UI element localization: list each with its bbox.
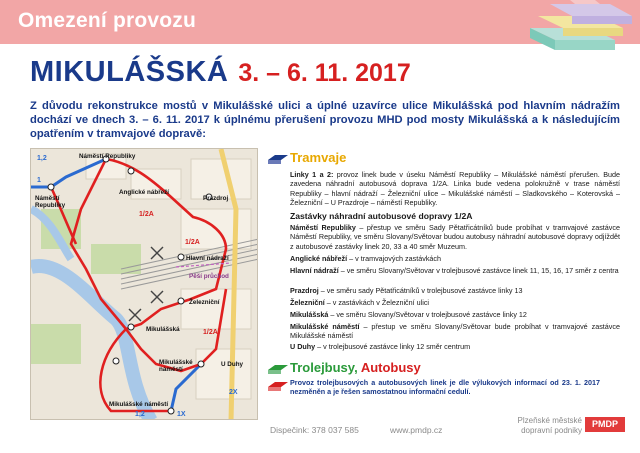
map-line-label-1x: 1X	[177, 411, 186, 418]
map-label-mikulasske-namesti-2: Mikulášské náměstí	[109, 401, 169, 408]
map-line-label-1-2a-a: 1/2A	[139, 211, 154, 218]
map-label-namesti-republiky: Náměstí Republiky	[79, 153, 136, 160]
trolejbusy-heading	[268, 360, 618, 380]
map-line-label-1-2: 1,2	[37, 155, 47, 162]
lines-1-2-label: Linky 1 a 2:	[290, 170, 334, 179]
stop-item: Mikulášská – ve směru Slovany/Světovar v trolejbusové zastávce linky 12	[290, 310, 527, 319]
map-label-mikulasske-namesti: Mikulášské náměstí	[159, 359, 193, 373]
route-map	[30, 148, 258, 420]
stop-item: U Duhy – v trolejbusové zastávce linky 12 směr centrum	[290, 342, 471, 351]
map-line-label-1: 1	[37, 177, 41, 184]
stop-item: Anglické nábřeží – v tramvajových zastávkách	[290, 254, 441, 263]
stop-item: Mikulášské náměstí – přestup ve směru Slovany/Světovar bude probíhat v tramvajové zastávce Mikulášské náměstí	[290, 322, 620, 341]
map-label-pesi-pruchod: Pěší průchod	[189, 273, 229, 280]
dispatch-phone: Dispečink: 378 037 585	[270, 425, 359, 435]
lines-1-2-text	[290, 170, 620, 207]
map-label-zeleznicni: Železniční	[189, 299, 220, 306]
banner-title: Omezení provozu	[18, 9, 197, 32]
map-line-label-1-2-bottom: 1,2	[135, 411, 145, 418]
intro-paragraph: Z důvodu rekonstrukce mostů v Mikulášské ulici a úplné uzavírce ulice Mikulášská pod hlavním nádražím dochází ve dnech 3. – 6. 11. 2017 k úplnému přerušení provozu MHD pod mosty Mikulášská a k následujícím opatřením v tramvajové dopravě:	[30, 100, 620, 140]
map-label-mikulasska: Mikulášská	[146, 326, 180, 333]
tramvaje-heading	[268, 150, 618, 170]
stacked-blocks-logo-icon	[520, 0, 635, 54]
replacement-stops-heading: Zastávky náhradní autobusové dopravy 1/2A	[290, 211, 473, 221]
trolley-stripe-icon	[268, 365, 288, 374]
map-label-hlavni-nadrazi: Hlavní nádraží	[186, 255, 229, 262]
trolejbusy-title: Trolejbusy, Autobusy	[290, 360, 421, 375]
info-column	[268, 150, 620, 397]
pmdp-logo: PMDP	[585, 417, 625, 432]
website-link[interactable]: www.pmdp.cz	[390, 425, 443, 435]
stop-item: Hlavní nádraží – ve směru Slovany/Světovar v trolejbusové zastávce linek 11, 15, 16, 17 směr z centra	[290, 266, 619, 275]
headline	[30, 56, 411, 89]
stop-item: Náměstí Republiky – přestup ve směru Sady Pětatřicátníků bude probíhat v tramvajové zastávce Náměstí Republiky, ve směru Slovany/Světovar budou autobusy náhradní autobusové dopravy odjíždět z autobusové zastávky linek 20, 33 a 40 směr Muzeum.	[290, 223, 620, 251]
tram-stripe-icon	[268, 155, 288, 164]
map-line-label-2x: 2X	[229, 389, 238, 396]
stop-item: Prazdroj – ve směru sady Pětatřicátníků v trolejbusové zastávce linky 13	[290, 286, 523, 295]
lines-1-2-body: provoz linek bude v úseku Náměstí Republiky – Mikulášské náměstí přerušen. Bude zavedena náhradní autobusová doprava 1/2A. Linka bude vedena polokružně v trase náměstí Republiky – hlavní nádraží – Železniční ulice – Mikulášské náměstí – Sladkovského – Koterovská – Železniční – U Prazdroje – náměstí Republiky.	[290, 170, 620, 207]
trolejbusy-text: Provoz trolejbusových a autobusových linek je dle výlukových informací od 23. 1. 2017 nezměněn a je řešen samostatnou informační cedulí.	[290, 378, 600, 397]
footer	[0, 416, 640, 453]
map-label-u-duhy: U Duhy	[221, 361, 244, 368]
map-line-label-1-2a-c: 1/2A	[203, 329, 218, 336]
bus-stripe-icon	[268, 382, 288, 391]
map-label-prazdroj: Prazdroj	[203, 195, 229, 202]
map-label-namesti-republiky-2: Náměstí Republiky	[35, 195, 66, 209]
tramvaje-title: Tramvaje	[290, 150, 347, 165]
company-name: Plzeňské městské dopravní podniky	[517, 416, 582, 435]
closure-dates: 3. – 6. 11. 2017	[238, 59, 411, 87]
map-label-anglicke-nabrezi: Anglické nábřeží	[119, 189, 170, 196]
stop-item: Železniční – v zastávkách v Železniční ulici	[290, 298, 430, 307]
street-name: MIKULÁŠSKÁ	[30, 56, 229, 88]
map-line-label-1-2a-b: 1/2A	[185, 239, 200, 246]
